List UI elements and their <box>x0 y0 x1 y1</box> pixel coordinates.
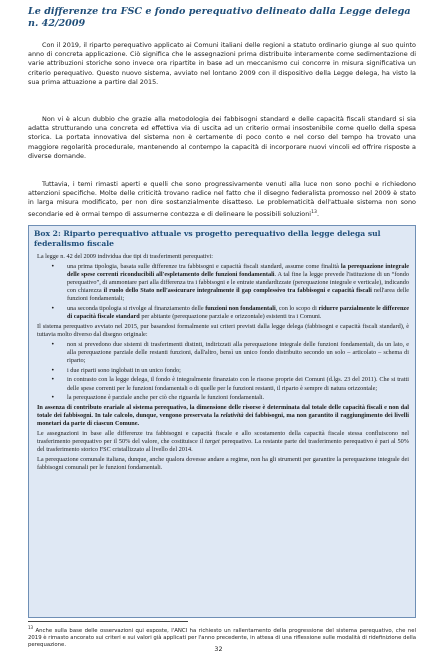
paragraph-text: Con il 2019, il riparto perequativo applicato ai Comuni italiani delle regioni a statuto ordinario giunge al suo quinto anno di concreta applicazione. Ciò significa che le assegnazioni prima distribuite interamente come sedimentazione di varie attribuzioni storiche sono invece ora ripartite in base ad un meccanismo cui concorre in misura significativa un criterio perequativo. Questo nuovo sistema, avviato nel lontano 2009 con il dispositivo della Legge delega, ha visto la sua prima attuazione a partire dal 2015. <box>28 41 416 86</box>
text-run: Le assegnazioni in base alle differenze tra fabbisogni e capacità fiscale e allo scostamento della capacità fiscale stessa confluiscono nel trasferimento perequativo per il 50% del valore, che costituisce il <box>37 429 409 446</box>
bullet-icon: • <box>51 340 55 348</box>
text-run: nell'area delle funzioni fondamentali; <box>67 287 409 303</box>
text-run: una prima tipologia, basata sulle differenze tra fabbisogni e capacità fiscali standard, assume come finalità <box>67 262 341 270</box>
box-target-paragraph <box>37 430 409 454</box>
system-bullet-item <box>37 394 409 402</box>
text-run: relatività <box>220 412 244 420</box>
text-run: perequativo. La restante parte del trasferimento perequativo è pari al 50% del trasferimento storico FSC cristallizzato al livello del 2014. <box>37 438 410 454</box>
text-run: una seconda tipologia si rivolge al finanziamento delle <box>67 304 206 312</box>
bullet-icon: • <box>51 304 55 312</box>
text-run: la perequazione è parziale anche per ciò che riguarda le funzioni fondamentali. <box>67 394 265 402</box>
section-title: Le differenze tra FSC e fondo perequativo delineato dalla Legge delega n. 42/2009 <box>28 6 411 29</box>
system-bullet-item <box>37 376 409 392</box>
text-run: target <box>205 438 220 446</box>
bullet-icon: • <box>51 366 55 374</box>
system-bullet-list <box>37 341 409 403</box>
text-run: dei fabbisogni, ma non garantito il raggiungimento dei livelli monetari da parte di ciascun Comune. <box>37 412 409 428</box>
text-run: In assenza di contributo erariale al sistema perequativo, la dimensione delle risorse è determinata dal totale delle capacità fiscali e non dal totale dei fabbisogni. In tale calcolo, dunque, vengono preservata la <box>37 404 409 420</box>
body-paragraph: Tuttavia, i temi rimasti aperti e quelli che sono progressivamente venuti alla luce non sono pochi e richiedono attenzioni specifiche. Molte delle criticità trovano radice nel fatto che il disegno federalista promosso nel 2009 è stato in larga misura modificato, per non dire sostanzialmente disatteso. Le problematicità dell'attuale sistema non sono secondarie ed è ormai tempo di assumerne contezza e di delineare le possibili soluzioni$^{13}$. <box>28 180 416 218</box>
law-bullet-item <box>37 263 409 304</box>
bullet-icon: • <box>51 376 55 384</box>
law-bullet-item <box>37 305 409 321</box>
text-run: ridurre parzialmente le differenze di capacità fiscale standard <box>67 304 409 321</box>
footnote-reference[interactable]: 13 <box>311 209 317 215</box>
bullet-icon: • <box>51 262 55 270</box>
paragraph-text: Non vi è alcun dubbio che grazie alla metodologia dei fabbisogni standard e delle capacità fiscali standard si sia adatta strutturando una concreta ed effettiva via di uscita ad un criterio ormai insostenibile come quello della spesa storica. La portata innovativa del sistema non è certamente di poco conto e nel corso del tempo ha trovato una maggiore regolarità procedurale, mantenendo al contempo la capacità di incorporare nuovi vincoli ed offrire risposte a diverse domande. <box>28 115 416 160</box>
paragraph-text: Tuttavia, i temi rimasti aperti e quelli che sono progressivamente venuti alla luce non sono pochi e richiedono attenzioni specifiche. Molte delle criticità trovano radice nel fatto che il disegno federalista promosso nel 2009 è stato in larga misura modificato, per non dire sostanzialmente disatteso. Le problematicità dell'attuale sistema non sono secondarie ed è ormai tempo di assumerne contezza e di delineare le possibili soluzioni <box>28 180 416 218</box>
text-run: funzioni non fondamentali <box>205 304 276 312</box>
box-title: Box 2: Riparto perequativo attuale vs progetto perequativo della legge delega sul federalismo fiscale <box>34 229 381 248</box>
box-closing-paragraph <box>37 404 409 428</box>
text-run: non si prevedono due sistemi di trasferimenti distinti, indirizzati alla perequazione integrale delle funzioni fondamentali, da un lato, e alla perequazione parziale delle restanti funzioni, dall'altro, bensì un unico fondo distribuito secondo un solo – articolato – schema di riparto; <box>67 340 409 364</box>
text-run: i due riparti sono inglobati in un unico fondo; <box>67 366 181 374</box>
box-body <box>37 253 409 473</box>
body-paragraph <box>28 41 416 87</box>
footnote-marker: 13 <box>28 625 34 630</box>
page-number: 32 <box>214 645 223 653</box>
text-run: in contrasto con la legge delega, il fondo è integralmente finanziato con le risorse proprie dei Comuni (d.lgs. 23 del 2011). Che si tratti delle spese correnti per le funzioni fondamentali o di quelle per le funzioni restanti, il riparto è sempre di natura orizzontale; <box>67 376 409 392</box>
box-intro: La legge n. 42 del 2009 individua due tipi di trasferimenti perequativi: <box>37 253 213 260</box>
box-system-intro: Il sistema perequativo avviato nel 2015, pur basandosi formalmente sui criteri previsti dalla legge delega (fabbisogni e capacità fiscali standard), è tuttavia molto diverso dal disegno originale: <box>37 322 409 338</box>
bullet-icon: • <box>51 394 55 402</box>
law-bullet-list <box>37 263 409 322</box>
footnote-separator <box>28 621 188 622</box>
body-paragraph <box>28 115 416 161</box>
system-bullet-item <box>37 367 409 375</box>
footnote-text: Anche sulla base delle osservazioni qui esposte, l'ANCI ha richiesto un rallentamento della progressione del sistema perequativo, che nel 2019 è rimasto ancorato sui criteri e sui valori già applicati per l'anno precedente, in attesa di una riflessione sulle modalità di ridefinizione della perequazione. <box>28 627 416 648</box>
text-run: , con lo scopo di <box>275 304 319 312</box>
text-run: il ruolo dello Stato nell'assicurare integralmente il gap complessivo tra fabbisogni e capacità fiscali <box>103 287 372 295</box>
text-run: la perequazione integrale delle spese correnti riconducibili all'espletamento delle funzioni fondamentali <box>67 262 409 278</box>
text-run: . A tal fine la legge prevede l'istituzione di un “fondo perequativo”, di ammontare pari alla differenza tra i fabbisogni e le entrate standardizzate (perequazione integrale e verticale), indicando con chiarezza <box>67 270 409 295</box>
box-regime-paragraph: La perequazione comunale italiana, dunque, anche qualora dovesse andare a regime, non ha gli strumenti per garantire la perequazione integrale dei fabbisogni comunali per le funzioni fondamentali. <box>37 455 409 471</box>
text-run: per abitante (perequazione parziale e orizzontale) esistenti tra i Comuni. <box>139 313 322 321</box>
system-bullet-item <box>37 341 409 365</box>
box-2 <box>28 225 416 618</box>
